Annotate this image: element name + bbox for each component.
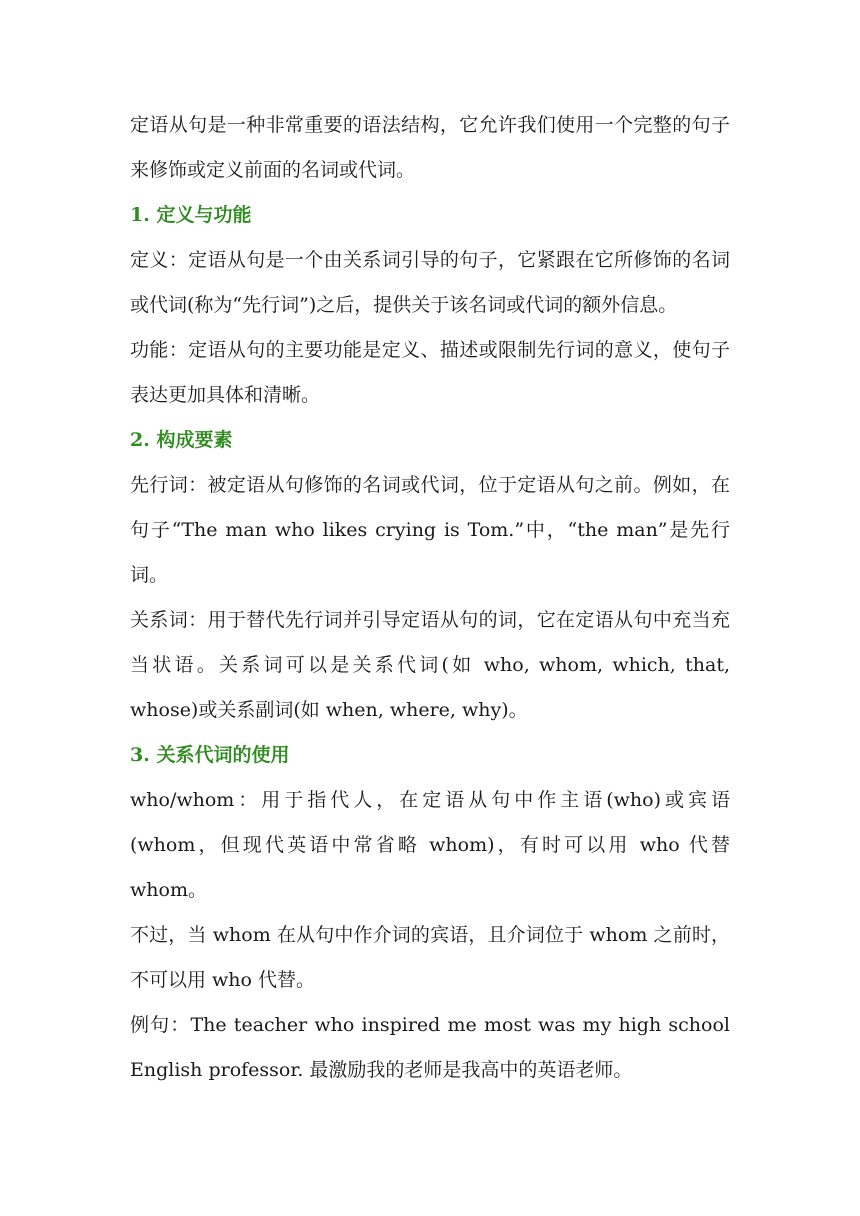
- paragraph-function: 功能：定语从句的主要功能是定义、描述或限制先行词的意义，使句子表达更加具体和清晰。: [130, 339, 730, 406]
- paragraph-who-whom: who/whom：用于指代人，在定语从句中作主语(who)或宾语(whom，但现代英语中常省略 whom)，有时可以用 who 代替 whom。: [130, 789, 730, 901]
- document-page: [130, 103, 730, 1093]
- section-heading-components: 2. 构成要素: [130, 429, 233, 451]
- paragraph-antecedent: 先行词：被定语从句修饰的名词或代词，位于定语从句之前。例如，在句子“The man who likes crying is Tom.”中，“the man”是先行词。: [130, 474, 730, 586]
- paragraph-example: 例句：The teacher who inspired me most was my high school English professor. 最激励我的老师是我高中的英语老师。: [130, 1014, 730, 1081]
- section-heading-relative-pronouns: 3. 关系代词的使用: [130, 744, 290, 766]
- paragraph-definition: 定义：定语从句是一个由关系词引导的句子，它紧跟在它所修饰的名词或代词(称为“先行词”)之后，提供关于该名词或代词的额外信息。: [130, 249, 730, 316]
- paragraph-whom-preposition: 不过，当 whom 在从句中作介词的宾语，且介词位于 whom 之前时，不可以用 who 代替。: [130, 924, 730, 991]
- paragraph-relative-word: 关系词：用于替代先行词并引导定语从句的词，它在定语从句中充当充当状语。关系词可以是关系代词(如 who, whom, which, that, whose)或关系副词(如 when, where, why)。: [130, 609, 730, 721]
- intro-paragraph: 定语从句是一种非常重要的语法结构，它允许我们使用一个完整的句子来修饰或定义前面的名词或代词。: [130, 114, 730, 181]
- section-heading-definition: 1. 定义与功能: [130, 204, 252, 226]
